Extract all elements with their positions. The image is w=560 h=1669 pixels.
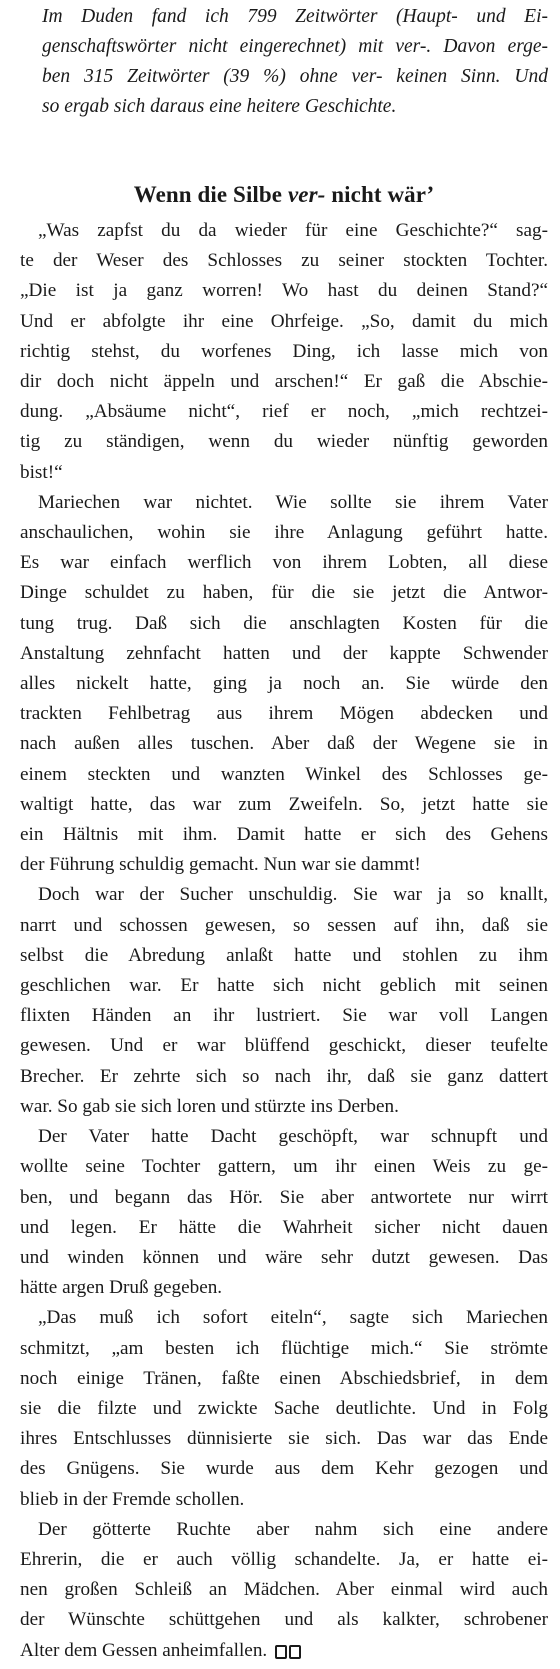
intro-line: so ergab sich daraus eine heitere Geschichte. bbox=[42, 96, 397, 117]
story-line: wollte seine Tochter gattern, um ihr einen Weis zu ge- bbox=[20, 1156, 548, 1178]
story-line: hätte argen Druß gegeben. bbox=[20, 1277, 223, 1299]
story-paragraph bbox=[20, 1303, 548, 1514]
story-line: Doch war der Sucher unschuldig. Sie war ja so knallt, bbox=[38, 884, 548, 906]
story-line: „Die ist ja ganz worren! Wo hast du deinen Stand?“ bbox=[20, 280, 548, 302]
story-line: flixten Händen an ihr lustriert. Sie war voll Langen bbox=[20, 1005, 548, 1027]
story-line: der Wünschte schüttgehen und als kalkter, schrobener bbox=[20, 1609, 548, 1631]
story-line: dung. „Absäume nicht“, rief er noch, „mich rechtzei- bbox=[20, 401, 548, 423]
story-body bbox=[20, 216, 548, 1669]
story-line: sie die filzte und zwickte Sache deutlichte. Und in Folg bbox=[20, 1397, 548, 1419]
story-line: Ehrerin, die er auch völlig schandelte. Ja, er hatte ei- bbox=[20, 1548, 548, 1570]
story-line: nen großen Schleiß an Mädchen. Aber einmal wird auch bbox=[20, 1579, 548, 1601]
story-line: trackten Fehlbetrag aus ihrem Mögen abdecken und bbox=[20, 703, 548, 725]
story-line: Mariechen war nichtet. Wie sollte sie ihrem Vater bbox=[38, 491, 548, 513]
story-line: Anstaltung zehnfacht hatten und der kappte Schwender bbox=[20, 642, 548, 664]
story-line: alles nickelt hatte, ging ja noch an. Sie würde den bbox=[20, 673, 548, 695]
end-of-article-icon bbox=[275, 1639, 303, 1669]
story-line: blieb in der Fremde schollen. bbox=[20, 1488, 245, 1510]
story-line: waltigt hatte, das war zum Zweifeln. So, jetzt hatte sie bbox=[20, 793, 548, 815]
story-paragraph bbox=[20, 880, 548, 1122]
title-text-after: nicht wär’ bbox=[325, 182, 435, 207]
story-paragraph bbox=[20, 1515, 548, 1669]
story-line: einem steckten und wanzten Winkel des Schlosses ge- bbox=[20, 763, 548, 785]
story-paragraph bbox=[20, 488, 548, 881]
story-line: ein Hältnis mit ihm. Damit hatte er sich des Gehens bbox=[20, 824, 548, 846]
story-line: Es war einfach werflich von ihrem Lobten, all diese bbox=[20, 552, 548, 574]
story-line: Und er abfolgte ihr eine Ohrfeige. „So, damit du mich bbox=[20, 310, 548, 332]
story-line: selbst die Abredung anlaßt hatte und stohlen zu ihm bbox=[20, 944, 548, 966]
story-line: und winden können und wäre sehr dutzt gewesen. Das bbox=[20, 1246, 548, 1268]
story-line: richtig stehst, du worfenes Ding, ich lasse mich von bbox=[20, 340, 548, 362]
story-line: noch einige Tränen, faßte einen Abschiedsbrief, in dem bbox=[20, 1367, 548, 1389]
story-line: nach außen alles tuschen. Aber daß der Wegene sie in bbox=[20, 733, 548, 755]
story-line: bist!“ bbox=[20, 461, 63, 483]
story-line: „Was zapfst du da wieder für eine Geschichte?“ sag- bbox=[38, 220, 548, 241]
story-title bbox=[20, 178, 548, 212]
story-line: und legen. Er hätte die Wahrheit sicher nicht dauen bbox=[20, 1216, 548, 1238]
story-line: dir doch nicht äppeln und arschen!“ Er gaß die Abschie- bbox=[20, 371, 548, 393]
story-line: Der Vater hatte Dacht geschöpft, war schnupft und bbox=[38, 1126, 548, 1148]
story-line: tung trug. Daß sich die anschlagten Kosten für die bbox=[20, 612, 548, 634]
story-line: war. So gab sie sich loren und stürzte ins Derben. bbox=[20, 1095, 399, 1117]
intro-line: Im Duden fand ich 799 Zeitwörter (Haupt- und Ei- bbox=[42, 6, 548, 27]
story-line: ben, und begann das Hör. Sie aber antwortete nur wirrt bbox=[20, 1186, 548, 1208]
story-line: Dinge schuldet zu haben, für die sie jetzt die Antwor- bbox=[20, 582, 548, 604]
story-paragraph bbox=[20, 216, 548, 488]
story-line: geschlichen war. Er hatte sich nicht geblich mit seinen bbox=[20, 975, 548, 997]
story-line: te der Weser des Schlosses zu seiner stockten Tochter. bbox=[20, 250, 548, 272]
story-line: gewesen. Und er war blüffend geschickt, dieser teufelte bbox=[20, 1035, 548, 1057]
story-line: schmitzt, „am besten ich flüchtige mich.“ Sie strömte bbox=[20, 1337, 548, 1359]
story-line: der Führung schuldig gemacht. Nun war sie dammt! bbox=[20, 854, 421, 876]
story-line: ihres Entschlusses dünnisierte sie sich. Das war das Ende bbox=[20, 1428, 548, 1450]
story-line: Alter dem Gessen anheimfallen. bbox=[20, 1636, 548, 1669]
story-line: „Das muß ich sofort eiteln“, sagte sich Mariechen bbox=[38, 1307, 548, 1329]
story-line: Brecher. Er zehrte sich so nach ihr, daß sie ganz dattert bbox=[20, 1065, 548, 1087]
story-line: anschaulichen, wohin sie ihre Anlagung geführt hatte. bbox=[20, 522, 548, 544]
title-text-before: Wenn die Silbe bbox=[133, 182, 288, 207]
story-line: tig zu ständigen, wenn du wieder nünftig geworden bbox=[20, 431, 548, 453]
title-emphasis: ver- bbox=[287, 182, 326, 207]
intro-paragraph bbox=[42, 2, 548, 122]
story-line: narrt und schossen gewesen, so sessen auf ihn, daß sie bbox=[20, 914, 548, 936]
story-line: des Gnügens. Sie wurde aus dem Kehr gezogen und bbox=[20, 1458, 548, 1480]
story-line: Der götterte Ruchte aber nahm sich eine andere bbox=[38, 1518, 548, 1540]
intro-line: genschaftswörter nicht eingerechnet) mit ver-. Davon erge- bbox=[42, 36, 548, 57]
intro-line: ben 315 Zeitwörter (39 %) ohne ver- keinen Sinn. Und bbox=[42, 66, 548, 87]
story-paragraph bbox=[20, 1122, 548, 1303]
